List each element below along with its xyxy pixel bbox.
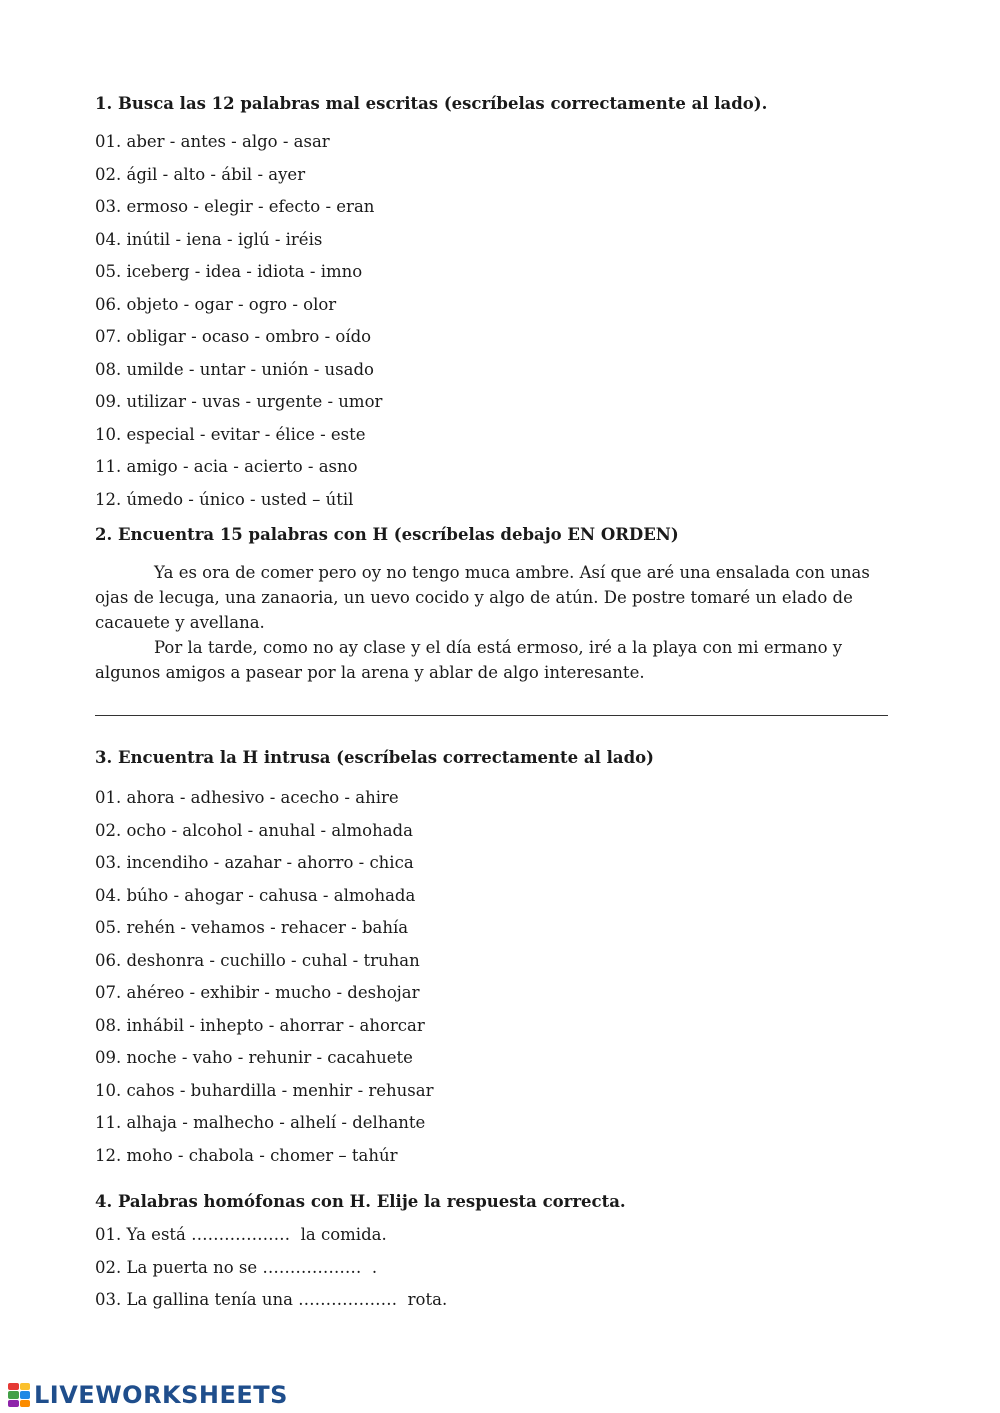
paragraph: Ya es ora de comer pero oy no tengo muca ambre. Así que aré una ensalada con unas ojas de lecuga, una zanaoria, un uevo cocido y algo de atún. De postre tomaré un elado de cacauete y avellana. xyxy=(95,563,870,632)
logo-block xyxy=(20,1383,31,1390)
worksheet xyxy=(95,92,905,1317)
list-item: 12. úmedo - único - usted – útil xyxy=(95,489,354,509)
list-item: 01. ahora - adhesivo - acecho - ahire xyxy=(95,788,399,807)
list-item: 11. amigo - acia - acierto - asno xyxy=(95,457,358,476)
list-item: 09. utilizar - uvas - urgente - umor xyxy=(95,392,383,411)
logo-block xyxy=(8,1383,19,1390)
list-item: 03. ermoso - elegir - efecto - eran xyxy=(95,197,375,216)
logo-mark-icon xyxy=(8,1383,30,1407)
section-3-title: 3. Encuentra la H intrusa (escríbelas correctamente al lado) xyxy=(95,748,654,767)
list-item: 06. objeto - ogar - ogro - olor xyxy=(95,294,337,314)
list-item: 05. iceberg - idea - idiota - imno xyxy=(95,262,363,281)
list-item: 08. umilde - untar - unión - usado xyxy=(95,359,374,379)
section-3-list xyxy=(95,782,905,1172)
list-item: 11. alhaja - malhecho - alhelí - delhante xyxy=(95,1113,426,1132)
section-4-list xyxy=(95,1219,905,1317)
list-item: 09. noche - vaho - rehunir - cacahuete xyxy=(95,1048,413,1067)
list-item: 02. ágil - alto - ábil - ayer xyxy=(95,164,306,184)
logo-block xyxy=(8,1391,19,1398)
section-1-list xyxy=(95,126,905,516)
list-item: 08. inhábil - inhepto - ahorrar - ahorcar xyxy=(95,1015,425,1035)
section-1-title: 1. Busca las 12 palabras mal escritas (escríbelas correctamente al lado). xyxy=(95,94,768,113)
answer-line[interactable] xyxy=(95,715,888,716)
list-item: 10. especial - evitar - élice - este xyxy=(95,424,366,444)
logo-text: LIVEWORKSHEETS xyxy=(34,1381,288,1409)
list-item: 07. obligar - ocaso - ombro - oído xyxy=(95,327,372,346)
fill-blank-item[interactable]: 02. La puerta no se ……………… . xyxy=(95,1257,378,1277)
list-item: 02. ocho - alcohol - anuhal - almohada xyxy=(95,820,413,840)
section-2-text xyxy=(95,560,905,685)
section-2-title: 2. Encuentra 15 palabras con H (escríbelas debajo EN ORDEN) xyxy=(95,525,679,544)
logo-block xyxy=(20,1400,31,1407)
list-item: 03. incendiho - azahar - ahorro - chica xyxy=(95,853,414,872)
list-item: 07. ahéreo - exhibir - mucho - deshojar xyxy=(95,983,420,1002)
list-item: 01. aber - antes - algo - asar xyxy=(95,132,330,151)
list-item: 04. inútil - iena - iglú - iréis xyxy=(95,229,323,249)
section-4-title: 4. Palabras homófonas con H. Elije la respuesta correcta. xyxy=(95,1192,626,1211)
logo-block xyxy=(20,1391,31,1398)
list-item: 04. búho - ahogar - cahusa - almohada xyxy=(95,885,416,905)
logo-block xyxy=(8,1400,19,1407)
list-item: 05. rehén - vehamos - rehacer - bahía xyxy=(95,918,409,937)
liveworksheets-logo xyxy=(8,1381,288,1409)
list-item: 06. deshonra - cuchillo - cuhal - truhan xyxy=(95,950,420,970)
paragraph: Por la tarde, como no ay clase y el día está ermoso, iré a la playa con mi ermano y algunos amigos a pasear por la arena y ablar de algo interesante. xyxy=(95,638,843,682)
fill-blank-item[interactable]: 01. Ya está ……………… la comida. xyxy=(95,1225,387,1244)
fill-blank-item[interactable]: 03. La gallina tenía una ……………… rota. xyxy=(95,1290,448,1309)
list-item: 10. cahos - buhardilla - menhir - rehusar xyxy=(95,1080,434,1100)
list-item: 12. moho - chabola - chomer – tahúr xyxy=(95,1145,398,1165)
